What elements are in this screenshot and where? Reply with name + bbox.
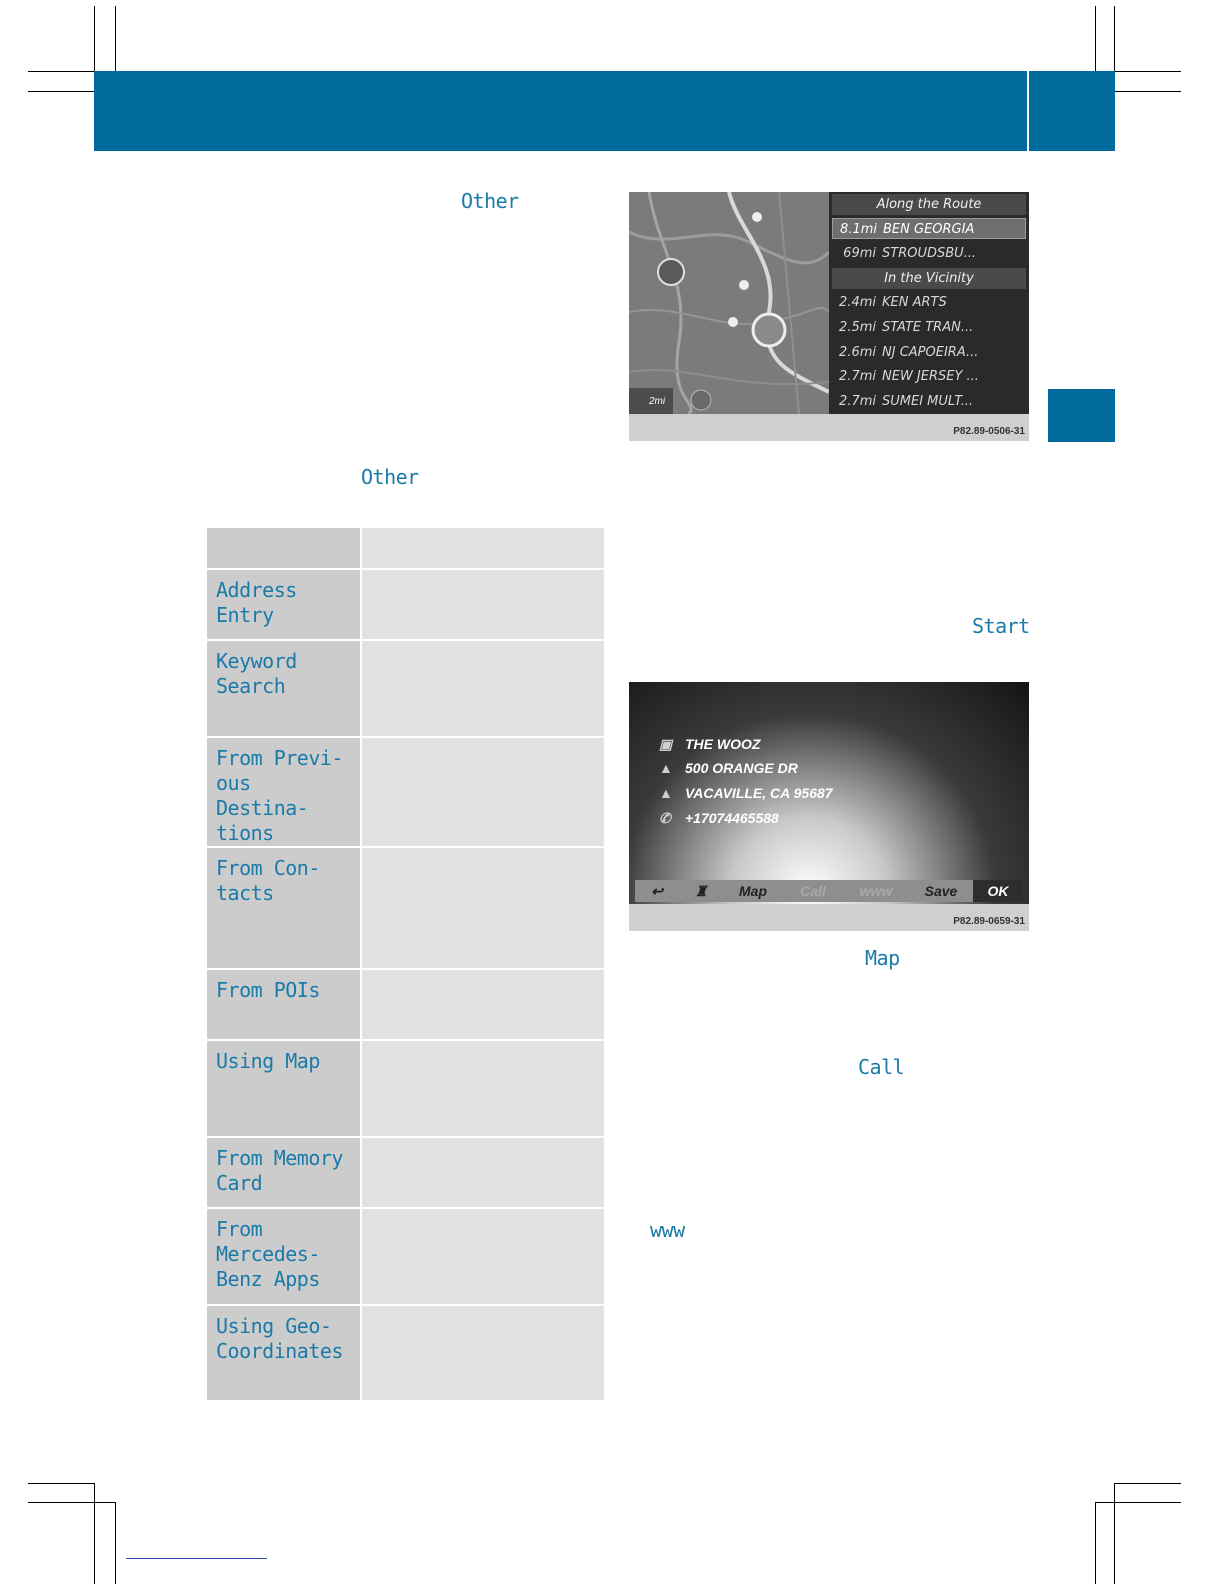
term-map: Map <box>865 946 900 970</box>
crop-mark <box>94 6 95 71</box>
destination-detail-screenshot <box>629 682 1029 931</box>
list-item[interactable]: 2.4mi KEN ARTS <box>839 295 947 310</box>
building-icon: ▣ <box>659 736 673 752</box>
www-button[interactable]: www <box>859 883 893 899</box>
option-desc <box>362 570 604 578</box>
crop-mark <box>94 1483 95 1584</box>
list-item[interactable]: 8.1mi BEN GEORGIA <box>832 218 1026 239</box>
crop-mark <box>1115 71 1181 72</box>
poi-marker <box>739 280 749 290</box>
call-button[interactable]: Call <box>800 883 826 899</box>
destination-options-table <box>207 528 604 1402</box>
table-header-cell <box>361 528 604 569</box>
phone-icon: ✆ <box>659 810 671 826</box>
city-icon: ▲ <box>659 785 673 801</box>
term-call: Call <box>858 1055 905 1079</box>
poi-marker <box>658 259 684 285</box>
table-row <box>207 1137 604 1208</box>
section-tab-marker <box>1048 389 1115 442</box>
list-section-header: Along the Route <box>832 194 1026 215</box>
crop-mark <box>1114 1483 1115 1584</box>
poi-list <box>829 192 1029 414</box>
footer-link-underline <box>126 1558 267 1559</box>
map-button[interactable]: Map <box>739 883 767 899</box>
map-scale: 2mi <box>649 396 666 407</box>
table-row <box>207 1208 604 1305</box>
table-row <box>207 1305 604 1401</box>
header-divider <box>1027 71 1029 151</box>
poi-screenshot <box>629 192 1029 441</box>
crop-mark <box>1095 1502 1181 1503</box>
crop-mark <box>28 1502 115 1503</box>
map-view <box>629 192 829 414</box>
option-label: From Con- tacts <box>216 856 320 905</box>
save-button[interactable]: Save <box>924 883 958 899</box>
table-row <box>207 737 604 847</box>
poi-marker <box>728 317 738 327</box>
poi-marker <box>752 212 762 222</box>
vehicle-position-icon <box>753 314 785 346</box>
option-label: From POIs <box>216 978 320 1002</box>
option-label: From Mercedes- Benz Apps <box>216 1217 320 1291</box>
option-desc <box>362 1041 604 1049</box>
option-desc <box>362 1138 604 1146</box>
option-desc <box>362 1209 604 1217</box>
table-row <box>207 847 604 969</box>
crop-mark <box>28 1483 94 1484</box>
street-icon: ▲ <box>659 760 673 776</box>
detail-city: ▲ VACAVILLE, CA 95687 <box>659 785 833 801</box>
option-label: Address Entry <box>216 578 297 627</box>
option-desc <box>362 970 604 978</box>
ok-button[interactable]: OK <box>973 880 1023 902</box>
image-caption: P82.89-0506-31 <box>953 426 1025 437</box>
image-caption: P82.89-0659-31 <box>953 916 1025 927</box>
list-item[interactable]: 2.5mi STATE TRAN... <box>839 320 974 335</box>
table-row <box>207 640 604 737</box>
table-row <box>207 1040 604 1137</box>
table-row <box>207 969 604 1040</box>
detail-phone: ✆ +17074465588 <box>659 810 779 826</box>
back-icon[interactable]: ↩ <box>651 882 663 899</box>
map-graphic <box>629 192 829 414</box>
detail-name: ▣ THE WOOZ <box>659 736 761 752</box>
crop-mark <box>1095 1502 1096 1584</box>
list-item[interactable]: 69mi STROUDSBU... <box>843 246 977 261</box>
page-header-bar <box>94 71 1115 151</box>
crop-mark <box>1115 91 1181 92</box>
option-desc <box>362 848 604 856</box>
term-other: Other <box>361 465 419 489</box>
option-label: From Previ- ous Destina- tions <box>216 746 343 845</box>
compass-icon <box>691 390 711 410</box>
crop-mark <box>115 1502 116 1584</box>
list-item[interactable]: 2.6mi NJ CAPOEIRA... <box>839 345 979 360</box>
option-desc <box>362 641 604 649</box>
detail-street: ▲ 500 ORANGE DR <box>659 760 798 776</box>
option-desc <box>362 1306 604 1314</box>
option-label: From Memory Card <box>216 1146 343 1195</box>
detail-view <box>629 682 1029 904</box>
option-label: Using Geo- Coordinates <box>216 1314 343 1363</box>
list-section-header: In the Vicinity <box>832 268 1026 289</box>
seat-icon[interactable]: ♜ <box>694 882 708 899</box>
list-item[interactable]: 2.7mi SUMEI MULT... <box>839 394 974 409</box>
table-header-row <box>207 528 604 569</box>
crop-mark <box>1114 6 1115 71</box>
list-item[interactable]: 2.7mi NEW JERSEY ... <box>839 369 979 384</box>
table-header-cell <box>207 528 361 569</box>
crop-mark <box>28 71 94 72</box>
term-other: Other <box>461 189 519 213</box>
term-www: www <box>650 1218 685 1242</box>
softkey-bar <box>635 880 1023 902</box>
option-desc <box>362 738 604 746</box>
option-label: Keyword Search <box>216 649 297 698</box>
crop-mark <box>1115 1483 1181 1484</box>
crop-mark <box>28 91 94 92</box>
term-start: Start <box>972 614 1030 638</box>
option-label: Using Map <box>216 1049 320 1073</box>
table-row <box>207 569 604 640</box>
